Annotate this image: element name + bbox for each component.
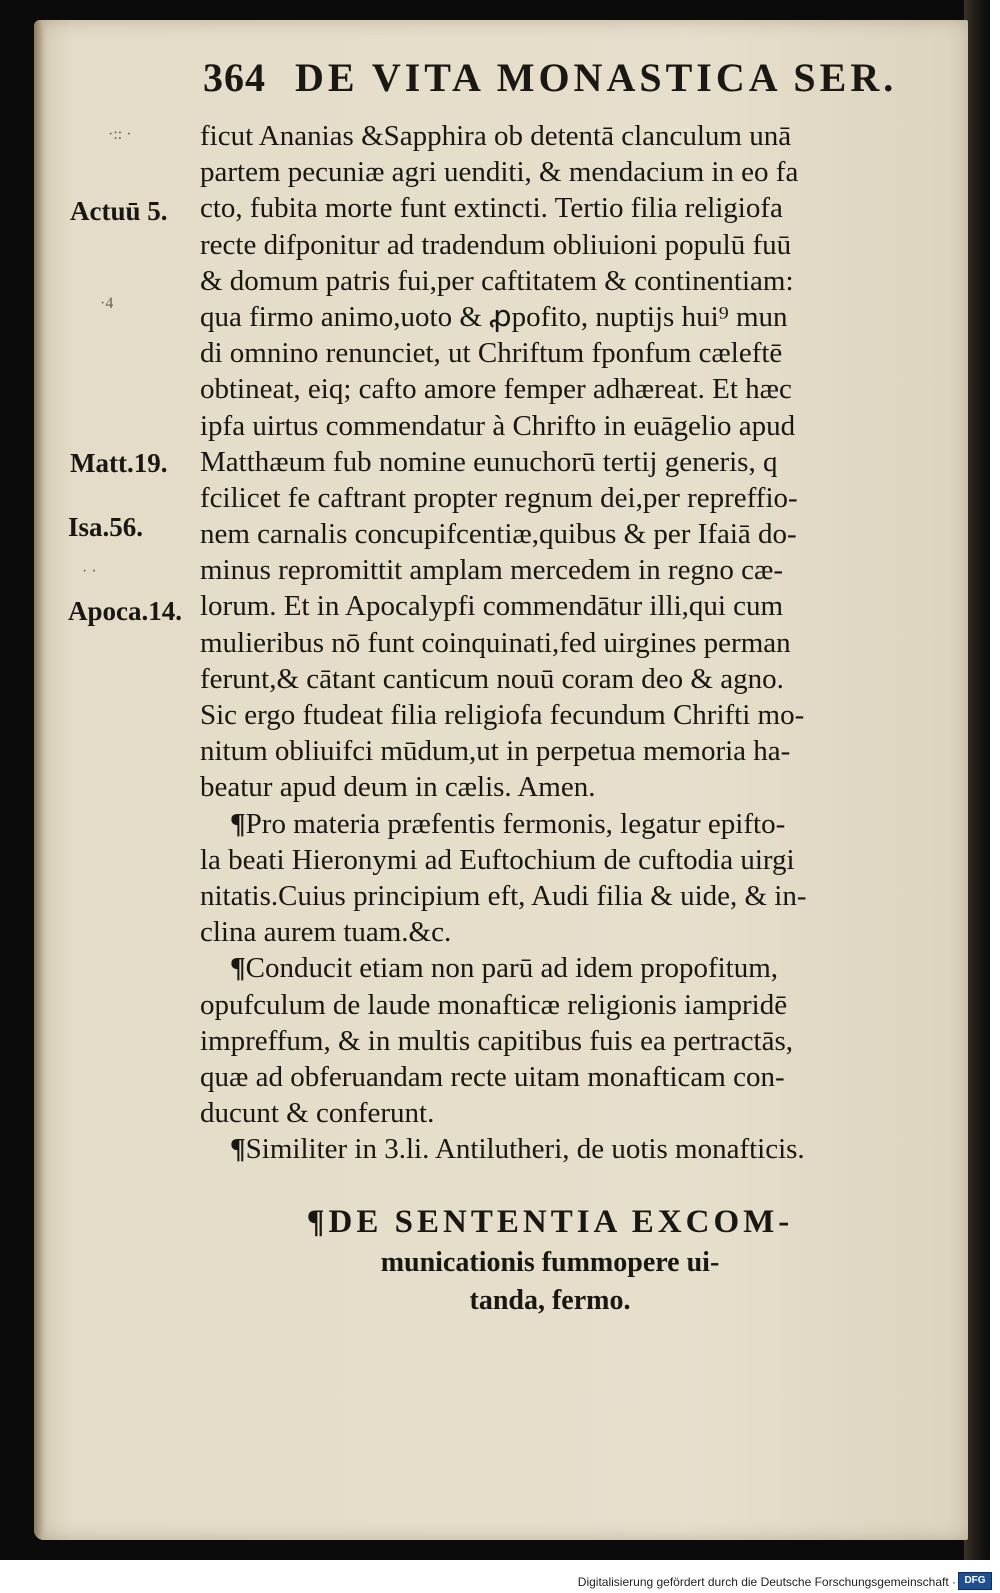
note-line: clina aurem tuam.&c. (200, 916, 452, 949)
heading-line-2: municationis fummopere ui- (380, 1247, 720, 1278)
text-line: obtineat, eiq; cafto amore femper adhæreat. Et hæc (200, 373, 792, 406)
text-line: fcilicet fe caftrant propter regnum dei,per repreffio- (200, 481, 798, 514)
note-line: nitatis.Cuius principium eft, Audi filia & uide, & in- (200, 879, 807, 912)
section-heading (230, 1200, 870, 1320)
running-title: DE VITA MONASTICA SER. (295, 55, 898, 100)
faint-margin-mark: · · (82, 563, 97, 580)
running-header (203, 52, 923, 108)
faint-margin-mark: ·:: · (108, 126, 132, 143)
page-gutter (34, 20, 44, 1540)
text-line: ficut Ananias &Sapphira ob detentā clanculum unā (200, 120, 792, 152)
note-line: opufculum de laude monafticæ religionis iampridē (200, 988, 788, 1021)
text-line: partem pecuniæ agri uenditi, & mendacium in eo fa (200, 156, 799, 189)
text-line: & domum patris fui,per caftitatem & continentiam: (200, 264, 794, 297)
text-line: Matthæum fub nomine eunuchorū tertij generis, q (200, 445, 778, 478)
pilcrow-icon: ¶ (230, 1133, 246, 1166)
pilcrow-icon: ¶ (230, 807, 246, 840)
text-line: nitum obliuifci mūdum,ut in perpetua memoria ha- (200, 735, 791, 768)
note-line: quæ ad obferuandam recte uitam monafticam con- (200, 1060, 785, 1093)
text-line: Sic ergo ftudeat filia religiofa fecundum Chrifti mo- (200, 699, 805, 731)
note-text: Pro materia præfentis fermonis, legatur epifto- (245, 807, 786, 840)
dfg-logo: DFG (958, 1572, 992, 1590)
text-line: cto, fubita morte funt extincti. Tertio filia religiofa (200, 192, 783, 225)
note-line: la beati Hieronymi ad Euftochium de cuftodia uirgi (200, 843, 795, 876)
text-line: qua firmo animo,uoto & ꝓpofito, nuptijs hui⁹ mun (200, 300, 788, 333)
margin-note-acts: Actuū 5. (70, 196, 168, 226)
note-text: Similiter in 3.li. Antilutheri, de uotis monafticis. (245, 1133, 805, 1166)
heading-text: DE SENTENTIA EXCOM- (328, 1204, 794, 1240)
note-line: ducunt & conferunt. (200, 1097, 435, 1130)
margin-note-matt: Matt.19. (70, 448, 168, 478)
folio-number: 364 (203, 55, 266, 100)
pilcrow-icon: ¶ (230, 952, 246, 985)
note-text: Conducit etiam non parū ad idem propofitum, (245, 952, 779, 985)
text-line: mulieribus nō funt coinquinati,fed uirgines perman (200, 626, 791, 659)
heading-line-3: tanda, fermo. (469, 1285, 631, 1316)
text-line: recte difponitur ad tradendum obliuioni populū fuū (200, 228, 792, 261)
text-line: ipfa uirtus commendatur à Chrifto in euāgelio apud (200, 409, 796, 442)
digitization-credit: Digitalisierung gefördert durch die Deutsche Forschungsgemeinschaft · (577, 1575, 956, 1589)
text-line: beatur apud deum in cælis. Amen. (200, 771, 596, 804)
pilcrow-icon: ¶ (306, 1204, 329, 1240)
faint-margin-mark: ·4 (100, 295, 114, 312)
main-text (200, 118, 920, 1167)
note-line: impreffum, & in multis capitibus fuis ea pertractās, (200, 1024, 794, 1057)
heading-line-1 (230, 1200, 870, 1244)
note-line (200, 950, 920, 986)
text-line: lorum. Et in Apocalypfi commendātur illi,qui cum (200, 590, 784, 623)
margin-note-apoc: Apoca.14. (68, 596, 182, 626)
text-line: di omnino renunciet, ut Chriftum fponfum cæleftē (200, 337, 783, 370)
note-line (200, 1131, 920, 1167)
text-line: nem carnalis concupifcentiæ,quibus & per Ifaiā do- (200, 518, 797, 551)
note-line (200, 806, 920, 842)
margin-note-isa: Isa.56. (68, 512, 144, 542)
text-line: minus repromittit amplam mercedem in regno cæ- (200, 554, 784, 587)
text-line: ferunt,& cātant canticum nouū coram deo & agno. (200, 662, 784, 695)
